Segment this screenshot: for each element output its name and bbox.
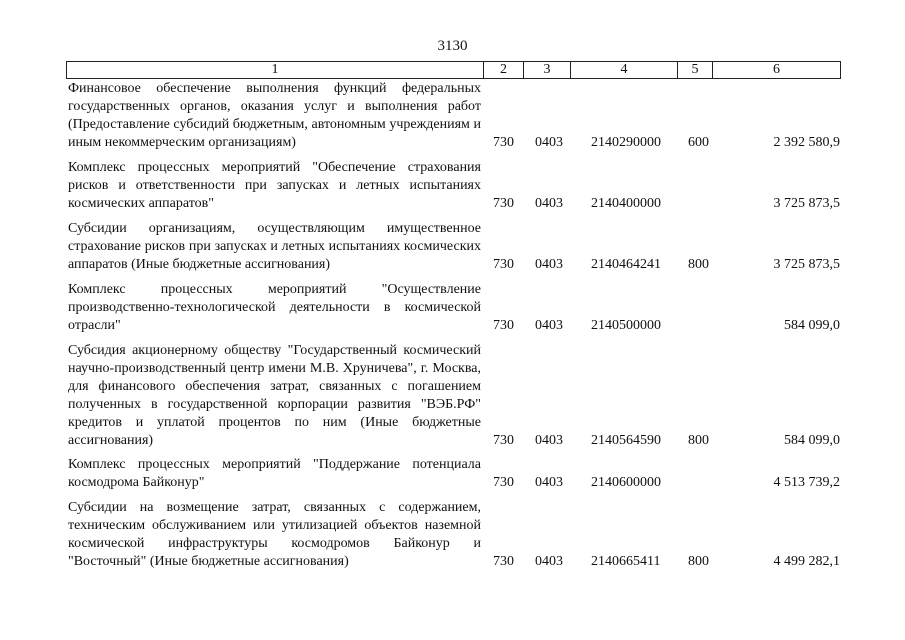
- row-target-code: 2140665411: [591, 554, 661, 569]
- row-section-code: 0403: [535, 433, 563, 448]
- row-amount: 584 099,0: [784, 318, 840, 333]
- row-grbs-code: 730: [493, 135, 514, 150]
- row-section-code: 0403: [535, 475, 563, 490]
- row-description: Субсидия акционерному обществу "Государственный космический научно-производственный центр имени М.В. Хруничева", г. Москва, для финансового обеспечения затрат, связанных с погашением полученных в государственной корпорации развития "ВЭБ.РФ" кредитов и уплатой процентов по ним (Иные бюджетные ассигнования): [68, 343, 481, 448]
- row-target-code: 2140290000: [591, 135, 661, 150]
- row-grbs-code: 730: [493, 433, 514, 448]
- row-description: Комплекс процессных мероприятий "Поддержание потенциала космодрома Байконур": [68, 457, 481, 490]
- row-description: Финансовое обеспечение выполнения функций федеральных государственных органов, оказания услуг и выполнения работ (Предоставление субсидий бюджетным, автономным учреждениям и иным некоммерческим организациям): [68, 81, 481, 150]
- row-description: Комплекс процессных мероприятий "Осуществление производственно-технологической деятельности в космической отрасли": [68, 282, 481, 333]
- row-section-code: 0403: [535, 196, 563, 211]
- row-target-code: 2140564590: [591, 433, 661, 448]
- row-expense-type: 800: [688, 554, 709, 569]
- table-row: [0, 220, 905, 274]
- row-grbs-code: 730: [493, 475, 514, 490]
- table-row: [0, 80, 905, 152]
- header-col-4: 4: [620, 62, 628, 77]
- header-col-3: 3: [543, 62, 551, 77]
- row-description: Комплекс процессных мероприятий "Обеспечение страхования рисков и ответственности при запусках и летных испытаниях космических аппаратов": [68, 160, 481, 211]
- row-amount: 584 099,0: [784, 433, 840, 448]
- table-row: [0, 456, 905, 492]
- row-amount: 4 513 739,2: [773, 475, 840, 490]
- row-section-code: 0403: [535, 318, 563, 333]
- header-col-2: 2: [500, 62, 507, 77]
- row-expense-type: 800: [688, 257, 709, 272]
- row-target-code: 2140400000: [591, 196, 661, 211]
- row-target-code: 2140600000: [591, 475, 661, 490]
- row-section-code: 0403: [535, 554, 563, 569]
- table-row: [0, 159, 905, 213]
- row-grbs-code: 730: [493, 554, 514, 569]
- row-amount: 3 725 873,5: [773, 257, 840, 272]
- table-row: [0, 281, 905, 335]
- row-expense-type: 800: [688, 433, 709, 448]
- table-row: [0, 499, 905, 571]
- page-number: 3130: [437, 38, 468, 54]
- row-amount: 4 499 282,1: [773, 554, 840, 569]
- row-target-code: 2140500000: [591, 318, 661, 333]
- row-section-code: 0403: [535, 135, 563, 150]
- row-description: Субсидии на возмещение затрат, связанных с содержанием, техническим обслуживанием или утилизацией объектов наземной космической инфраструктуры космодромов Байконур и "Восточный" (Иные бюджетные ассигнования): [68, 500, 481, 569]
- header-col-5: 5: [691, 62, 699, 77]
- row-amount: 2 392 580,9: [773, 135, 840, 150]
- row-amount: 3 725 873,5: [773, 196, 840, 211]
- row-description: Субсидии организациям, осуществляющим имущественное страхование рисков при запусках и летных испытаниях космических аппаратов (Иные бюджетные ассигнования): [68, 221, 481, 272]
- table-row: [0, 342, 905, 450]
- header-col-1: 1: [271, 62, 279, 77]
- row-section-code: 0403: [535, 257, 563, 272]
- header-col-6: 6: [773, 62, 780, 77]
- row-expense-type: 600: [688, 135, 709, 150]
- row-grbs-code: 730: [493, 257, 514, 272]
- table-header: [66, 61, 841, 79]
- row-grbs-code: 730: [493, 196, 514, 211]
- row-target-code: 2140464241: [591, 257, 661, 272]
- row-grbs-code: 730: [493, 318, 514, 333]
